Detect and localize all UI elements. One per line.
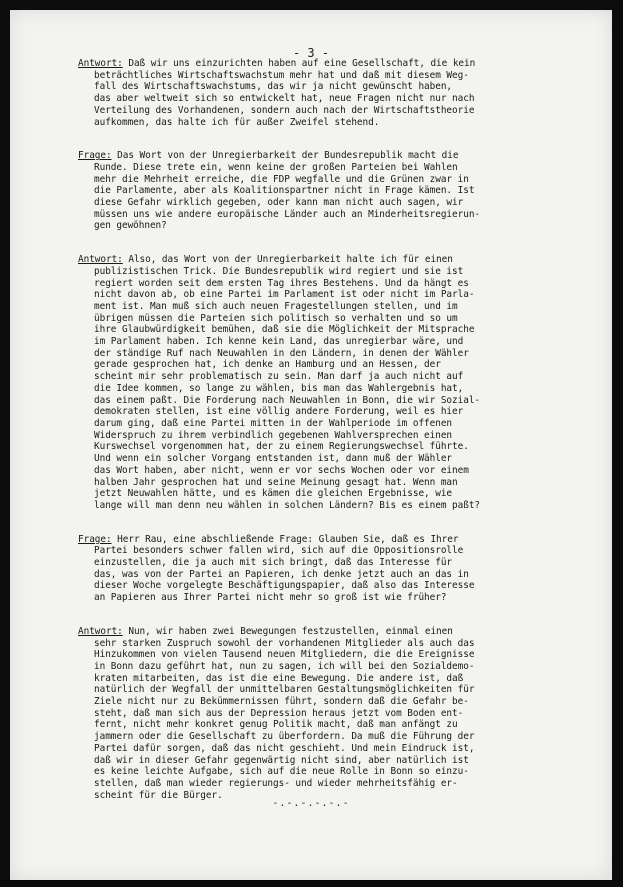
text-line: jammern oder die Gesellschaft zu überfordern. Da muß die Führung der [94,731,475,743]
text-line: kraten mitarbeiten, das ist die eine Bewegung. Die andere ist, daß [94,672,464,684]
text-line: die Parlamente, aber als Koalitionspartner nicht in Frage kämen. Ist [94,185,475,197]
first-line-text: Also, das Wort von der Unregierbarkeit halte ich für einen [122,254,453,266]
text-line: ment ist. Man muß sich auch neuen Fragestellungen stellen, und im [94,300,458,312]
text-line: diese Gefahr wirklich gegeben, oder kann man nicht auch sagen, wir [94,197,464,209]
text-line: ihre Glaubwürdigkeit bemühen, daß sie die Möglichkeit der Mitsprache [94,324,475,336]
text-line: regiert worden seit dem ersten Tag ihres Bestehens. Und da hängt es [94,277,469,289]
answer-block [78,626,594,802]
text-line: aufkommen, das halte ich für außer Zweifel stehend. [94,116,380,128]
text-line: demokraten stellen, ist eine völlig andere Forderung, weil es hier [94,406,464,418]
speaker-label: Frage: [78,533,112,545]
text-line: steht, daß man sich aus der Depression heraus jetzt vom Boden ent- [94,707,464,719]
text-line: das Wort haben, aber nicht, wenn er vor sechs Wochen oder vor einem [94,464,469,476]
text-line: müssen uns wie andere europäische Länder auch an Minderheitsregierun- [94,208,481,220]
speaker-label: Antwort: [78,58,123,69]
text-line: beträchtliches Wirtschaftswachstum mehr hat und daß mit diesem Weg- [94,69,469,81]
scanned-page [10,10,612,880]
text-line: jetzt Neuwahlen hätte, und es kämen die gleichen Ergebnisse, wie [94,488,453,500]
text-line: im Parlament haben. Ich kenne kein Land, das unregierbar wäre, und [94,336,464,348]
text-line: daß wir in dieser Gefahr gegenwärtig nicht sind, aber natürlich ist [94,754,469,766]
first-line-text: Herr Rau, eine abschließende Frage: Glauben Sie, daß es Ihrer [111,533,459,545]
text-line: fall des Wirtschaftswachstums, das wir ja nicht gewünscht haben, [94,81,453,93]
text-line: das aber weltweit sich so entwickelt hat, neue Fragen nicht nur nach [94,93,475,105]
text-line: publizistischen Trick. Die Bundesrepublik wird regiert und sie ist [94,265,464,277]
answer-block [78,58,594,128]
answer-block [78,254,594,511]
text-line: halben Jahr gesprochen hat und seine Meinung gesagt hat. Wenn man [94,476,458,488]
text-line: gerade gesprochen hat, ich denke an Hamburg und an Hessen, der [94,359,441,371]
page-number: - 3 - [292,46,330,60]
first-line-text: Nun, wir haben zwei Bewegungen festzustellen, einmal einen [122,625,453,637]
text-line: Ziele nicht nur zu Bekümmernissen führt, sondern daß die Gefahr be- [94,696,469,708]
speaker-label: Antwort: [78,254,123,266]
text-line: Hinzukommen von vielen Tausend neuen Mitgliedern, die die Ereignisse [94,649,475,661]
text-line: es keine leichte Aufgabe, sich auf die neue Rolle in Bonn so einzu- [94,766,469,778]
text-line: Und wenn ein solcher Vorgang entstanden ist, dann muß der Wähler [94,453,453,465]
text-line: sehr starken Zuspruch sowohl der vorhandenen Mitglieder als auch das [94,637,475,649]
end-mark: -.-.-.-.-.- [272,798,350,809]
text-line: mehr die Mehrheit erreiche, die FDP wegfalle und die Grünen zwar in [94,173,469,185]
text-line: einzustellen, die ja auch mit sich bringt, daß das Interesse für [94,557,453,569]
text-line: Partei dafür sorgen, daß das nicht geschieht. Und mein Eindruck ist, [94,742,475,754]
text-line [78,150,594,162]
first-line-text: Daß wir uns einzurichten haben auf eine Gesellschaft, die kein [122,58,476,69]
text-line: das, was von der Partei an Papieren, ich denke jetzt auch an das in [94,568,469,580]
text-line: natürlich der Wegfall der unmittelbaren Gestaltungsmöglichkeiten für [94,684,475,696]
text-line: nicht davon ab, ob eine Partei im Parlament ist oder nicht im Parla- [94,289,475,301]
text-line: in Bonn dazu geführt hat, nun zu sagen, ich will bei den Sozialdemo- [94,660,475,672]
text-line: Widerspruch zu ihrem verbindlich gegebenen Wahlversprechen einen [94,429,453,441]
text-line: scheint für die Bürger. [94,789,223,801]
text-line: der ständige Ruf nach Neuwahlen in den Ländern, in denen der Wähler [94,347,469,359]
text-line: übrigen müssen die Parteien sich politisch so verhalten und so um [94,312,458,324]
text-line: darum ging, daß eine Partei mitten in der Wahlperiode im offenen [94,417,453,429]
document-body [78,58,594,823]
text-line [78,58,594,70]
text-line: Kurswechsel vorgenommen hat, der zu einem Regierungswechsel führte. [94,441,469,453]
first-line-text: Das Wort von der Unregierbarkeit der Bundesrepublik macht die [111,150,459,162]
text-line: lange will man denn neu wählen in solchen Ländern? Bis es einem paßt? [94,499,481,511]
speaker-label: Frage: [78,150,112,162]
question-block [78,534,594,604]
text-line [78,254,594,266]
text-line: das einem paßt. Die Forderung nach Neuwahlen in Bonn, die wir Sozial- [94,394,481,406]
text-line [78,534,594,546]
speaker-label: Antwort: [78,625,123,637]
text-line: gen gewöhnen? [94,220,167,232]
text-line: Runde. Diese trete ein, wenn keine der großen Parteien bei Wahlen [94,161,458,173]
text-line: die Idee kommen, so lange zu wählen, bis man das Wahlergebnis hat, [94,382,464,394]
text-line [78,626,594,638]
text-line: fernt, nicht mehr konkret genug Politik macht, daß man anfängt zu [94,719,458,731]
text-line: an Papieren aus Ihrer Partei nicht mehr so groß ist wie früher? [94,592,447,604]
text-line: stellen, daß man wieder regierungs- und wieder mehrheitsfähig er- [94,777,458,789]
question-block [78,150,594,232]
text-line: scheint mir sehr problematisch zu sein. Man darf ja auch nicht auf [94,371,464,383]
text-line: Verteilung des Vorhandenen, sondern auch nach der Wirtschaftstheorie [94,104,475,116]
text-line: dieser Woche vorgelegte Beschäftigungspapier, daß also das Interesse [94,580,475,592]
text-line: Partei besonders schwer fallen wird, sich auf die Oppositionsrolle [94,545,464,557]
